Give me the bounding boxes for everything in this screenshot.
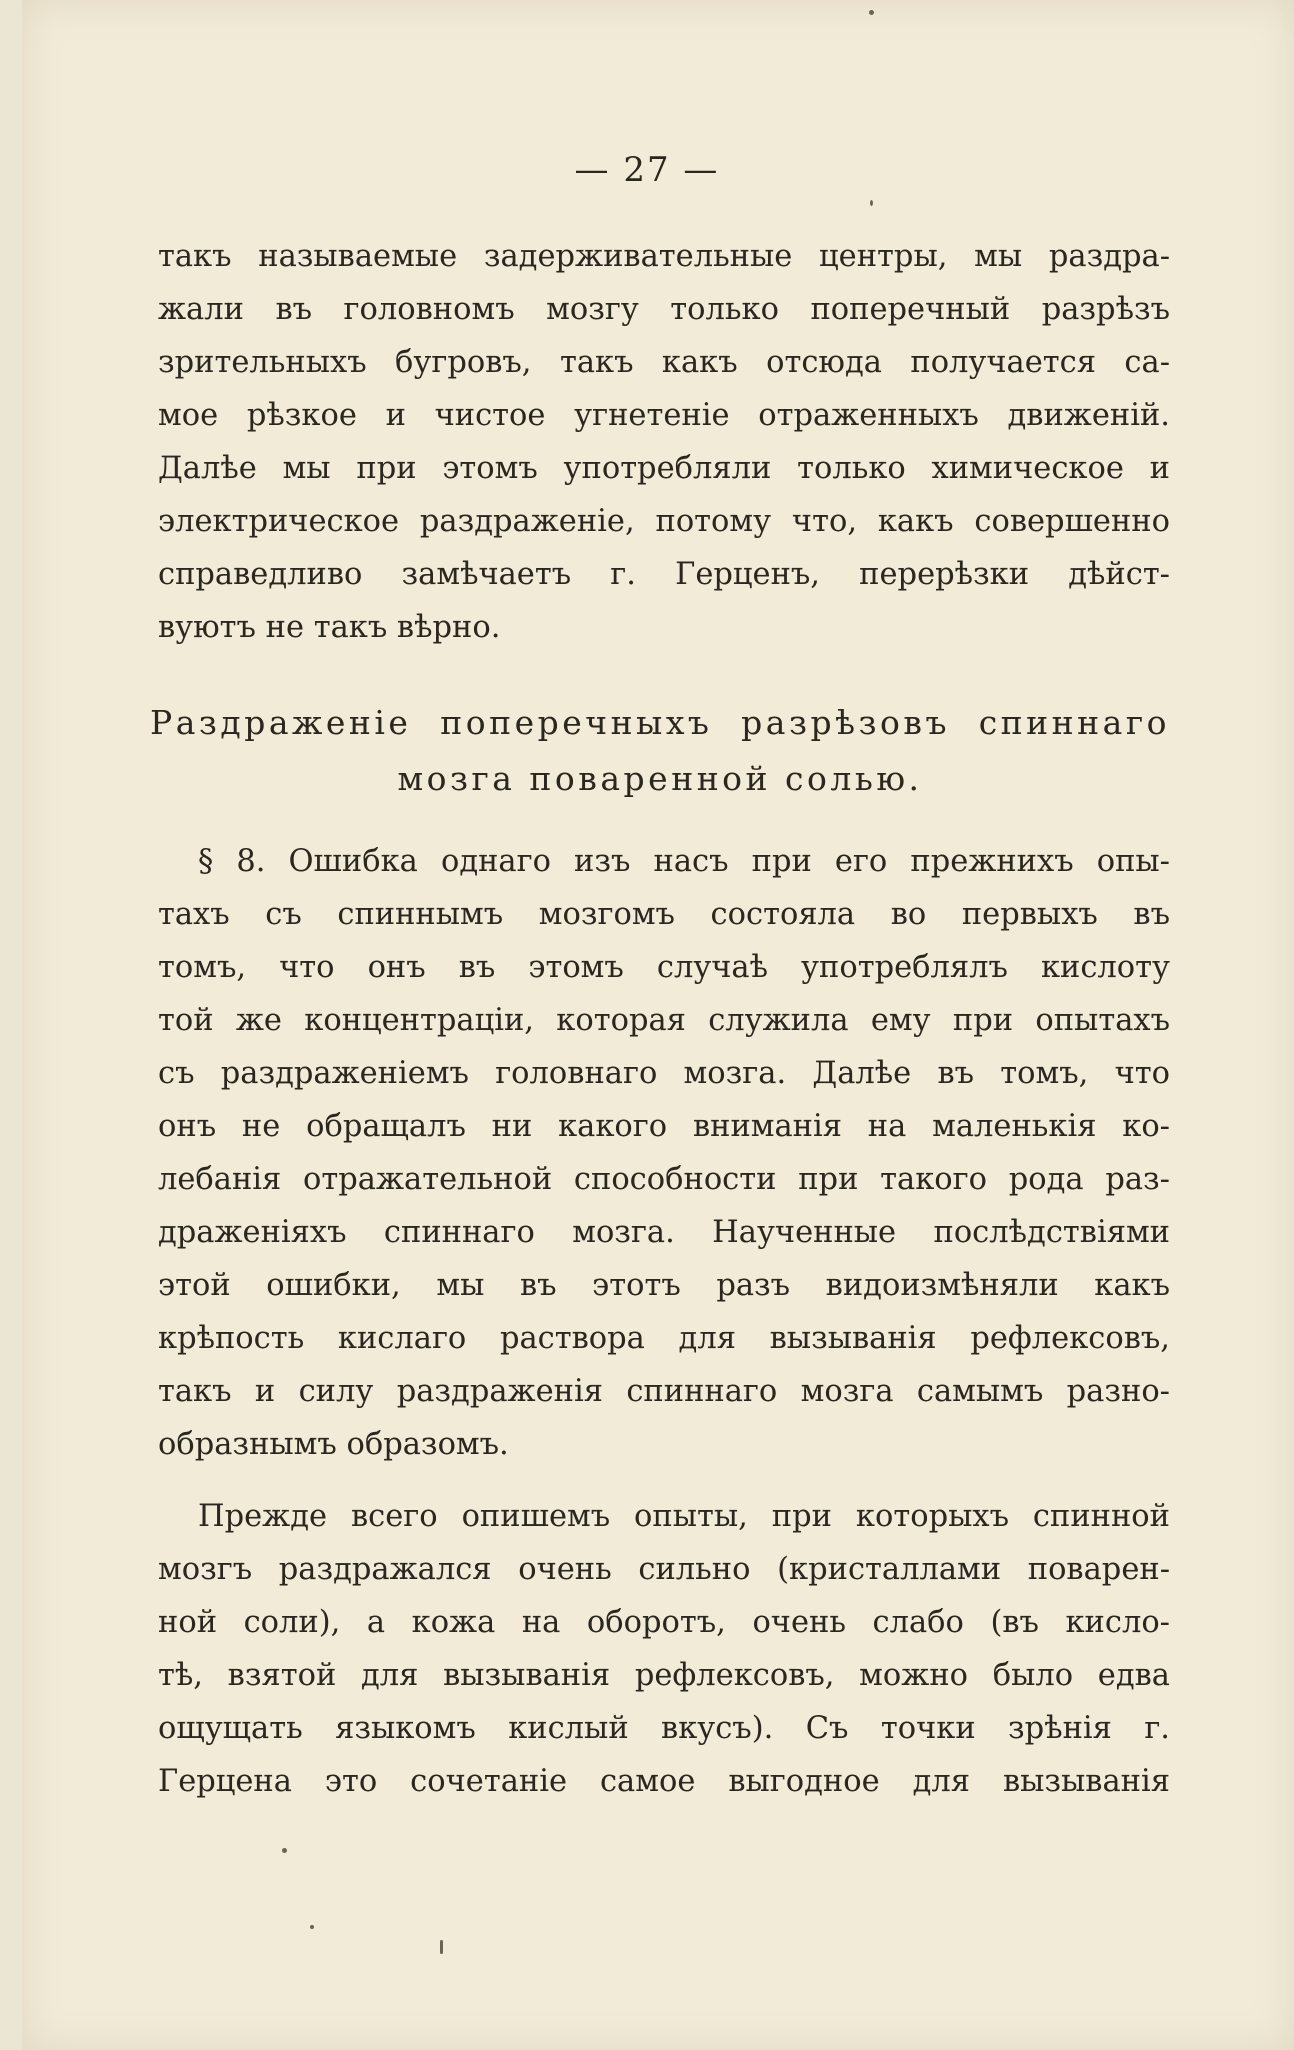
text-line: мое рѣзкое и чистое угнетеніе отраженныхъ движеній. bbox=[158, 398, 1170, 433]
text-line: такъ и силу раздраженія спиннаго мозга самымъ разно- bbox=[158, 1374, 1170, 1409]
section-heading-line: Раздраженіе поперечныхъ разрѣзовъ спиннаго bbox=[150, 703, 1170, 742]
paper-speck bbox=[440, 1940, 443, 1954]
paper-speck bbox=[870, 200, 873, 206]
paragraph-3 bbox=[158, 1490, 1170, 1808]
text-line: Далѣе мы при этомъ употребляли только химическое и bbox=[158, 451, 1170, 486]
text-line: той же концентраціи, которая служила ему при опытахъ bbox=[158, 1003, 1170, 1038]
text-line: этой ошибки, мы въ этотъ разъ видоизмѣняли какъ bbox=[158, 1268, 1170, 1303]
text-line: зрительныхъ бугровъ, такъ какъ отсюда получается са- bbox=[158, 345, 1170, 380]
text-line: Прежде всего опишемъ опыты, при которыхъ спинной bbox=[198, 1499, 1170, 1534]
text-line: лебанія отражательной способности при такого рода раз- bbox=[158, 1162, 1170, 1197]
text-line: крѣпость кислаго раствора для вызыванія рефлексовъ, bbox=[158, 1321, 1170, 1356]
paper-speck bbox=[869, 10, 874, 15]
paragraph-2 bbox=[158, 835, 1170, 1471]
text-line: мозгъ раздражался очень сильно (кристаллами поварен- bbox=[158, 1552, 1170, 1587]
page-number: — 27 — bbox=[574, 150, 720, 190]
text-line: ощущать языкомъ кислый вкусъ). Съ точки зрѣнія г. bbox=[158, 1711, 1170, 1746]
paper-speck bbox=[282, 1848, 287, 1853]
text-line: ной соли), а кожа на оборотъ, очень слабо (въ кисло- bbox=[158, 1605, 1170, 1640]
text-line: Герцена это сочетаніе самое выгодное для вызыванія bbox=[158, 1764, 1170, 1799]
section-heading-line: мозга поваренной солью. bbox=[397, 759, 923, 798]
text-line: электрическое раздраженіе, потому что, какъ совершенно bbox=[158, 504, 1170, 539]
paragraph-1 bbox=[158, 230, 1170, 654]
text-line: томъ, что онъ въ этомъ случаѣ употреблялъ кислоту bbox=[158, 950, 1170, 985]
text-line: тахъ съ спиннымъ мозгомъ состояла во первыхъ въ bbox=[158, 897, 1170, 932]
text-line: справедливо замѣчаетъ г. Герценъ, перерѣзки дѣйст- bbox=[158, 557, 1170, 592]
text-line: § 8. Ошибка однаго изъ насъ при его прежнихъ опы- bbox=[198, 844, 1170, 879]
text-line: образнымъ образомъ. bbox=[158, 1427, 509, 1462]
section-heading bbox=[150, 695, 1170, 807]
text-line: съ раздраженіемъ головнаго мозга. Далѣе въ томъ, что bbox=[158, 1056, 1170, 1091]
text-line: онъ не обращалъ ни какого вниманія на маленькія ко- bbox=[158, 1109, 1170, 1144]
text-line: тѣ, взятой для вызыванія рефлексовъ, можно было едва bbox=[158, 1658, 1170, 1693]
text-line: такъ называемые задерживательные центры, мы раздра- bbox=[158, 239, 1170, 274]
paper-speck bbox=[310, 1925, 314, 1929]
text-line: драженіяхъ спиннаго мозга. Наученные послѣдствіями bbox=[158, 1215, 1170, 1250]
text-line: вуютъ не такъ вѣрно. bbox=[158, 610, 501, 645]
text-line: жали въ головномъ мозгу только поперечный разрѣзъ bbox=[158, 292, 1170, 327]
